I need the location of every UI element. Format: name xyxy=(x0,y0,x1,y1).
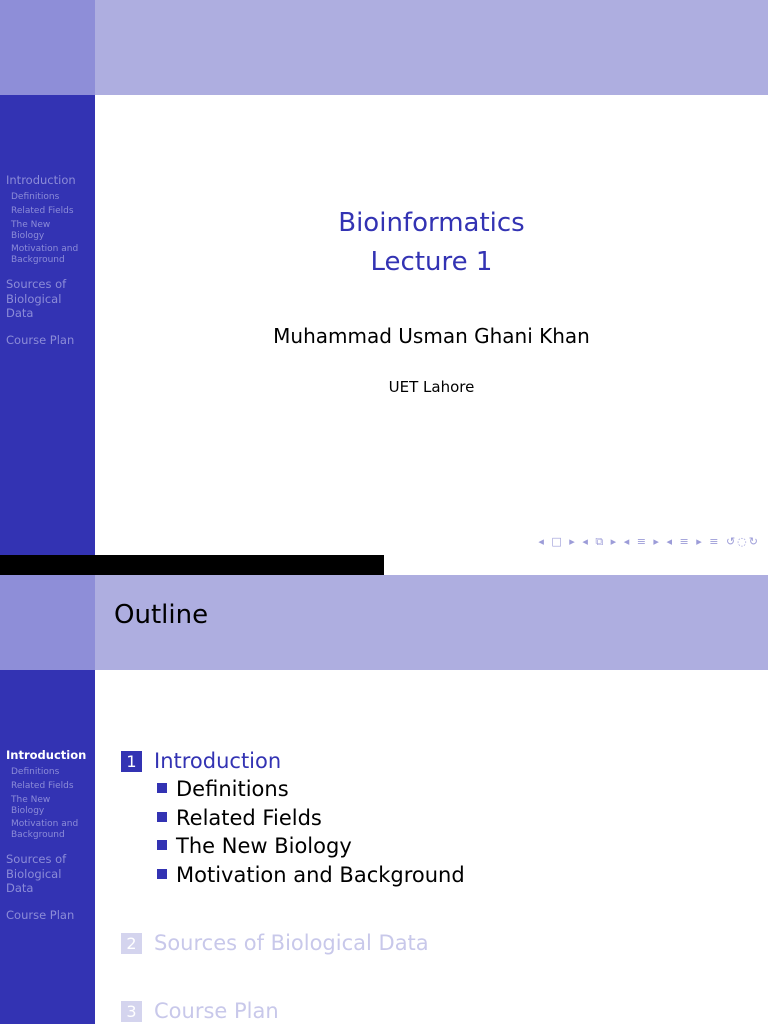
nav-subsection-icon[interactable]: ◂ ≡ ▸ xyxy=(623,535,661,548)
sidebar xyxy=(0,670,95,1024)
toc-section-label[interactable]: Course Plan xyxy=(154,999,279,1023)
toc-section-2[interactable] xyxy=(121,931,761,955)
sidebar-subitem-related-fields[interactable]: Related Fields xyxy=(11,781,74,791)
author-name: Muhammad Usman Ghani Khan xyxy=(273,324,590,348)
toc-subsection-definitions[interactable]: Definitions xyxy=(157,777,289,801)
toc-number-badge: 3 xyxy=(121,1001,142,1022)
sidebar-subitem-motivation[interactable]: Motivation and Background xyxy=(11,819,79,840)
frame-title: Outline xyxy=(114,600,209,630)
bullet-icon xyxy=(157,869,167,879)
slide-outline xyxy=(0,575,768,1024)
presentation-title xyxy=(95,204,768,282)
toc-subsection-motivation[interactable]: Motivation and Background xyxy=(157,863,465,887)
institute-name: UET Lahore xyxy=(388,378,475,396)
bullet-icon xyxy=(157,840,167,850)
bullet-icon xyxy=(157,783,167,793)
toc-subsection-new-biology[interactable]: The New Biology xyxy=(157,834,352,858)
title-line-2: Lecture 1 xyxy=(370,247,493,277)
headline-corner xyxy=(0,0,95,95)
nav-slide-icon[interactable]: ◂ □ ▸ xyxy=(538,535,577,548)
sidebar-item-introduction[interactable]: Introduction xyxy=(6,748,87,762)
toc-section-3[interactable] xyxy=(121,999,761,1023)
sidebar-item-course-plan[interactable]: Course Plan xyxy=(6,333,75,347)
nav-section-icon[interactable]: ◂ ≡ ▸ xyxy=(666,535,704,548)
sidebar-item-introduction[interactable]: Introduction xyxy=(6,173,76,187)
title-line-1: Bioinformatics xyxy=(338,208,525,238)
sidebar-item-sources[interactable]: Sources of Biological Data xyxy=(6,852,67,895)
navigation-bar xyxy=(538,535,760,549)
sidebar-subitem-related-fields[interactable]: Related Fields xyxy=(11,206,74,216)
toc-number-badge: 2 xyxy=(121,933,142,954)
sidebar-subitem-motivation[interactable]: Motivation and Background xyxy=(11,244,79,265)
headline-bar xyxy=(0,0,768,95)
sidebar xyxy=(0,95,95,555)
sidebar-item-course-plan[interactable]: Course Plan xyxy=(6,908,75,922)
toc-number-badge: 1 xyxy=(121,751,142,772)
headline-corner xyxy=(0,575,95,670)
toc-section-1[interactable] xyxy=(121,749,761,773)
sidebar-subitem-definitions[interactable]: Definitions xyxy=(11,192,60,202)
toc-section-label[interactable]: Introduction xyxy=(154,749,282,773)
nav-frame-icon[interactable]: ◂ ⧉ ▸ xyxy=(582,535,619,548)
toc-subsection-related-fields[interactable]: Related Fields xyxy=(157,806,322,830)
sidebar-subitem-definitions[interactable]: Definitions xyxy=(11,767,60,777)
sidebar-item-sources[interactable]: Sources of Biological Data xyxy=(6,277,67,320)
toc-section-label[interactable]: Sources of Biological Data xyxy=(154,931,429,955)
nav-search-icon[interactable]: ↺◌↻ xyxy=(725,535,760,548)
page-separator xyxy=(0,555,384,575)
nav-align-icon[interactable]: ≡ xyxy=(709,535,721,548)
sidebar-subitem-new-biology[interactable]: The New Biology xyxy=(11,220,51,241)
bullet-icon xyxy=(157,812,167,822)
sidebar-subitem-new-biology[interactable]: The New Biology xyxy=(11,795,51,816)
